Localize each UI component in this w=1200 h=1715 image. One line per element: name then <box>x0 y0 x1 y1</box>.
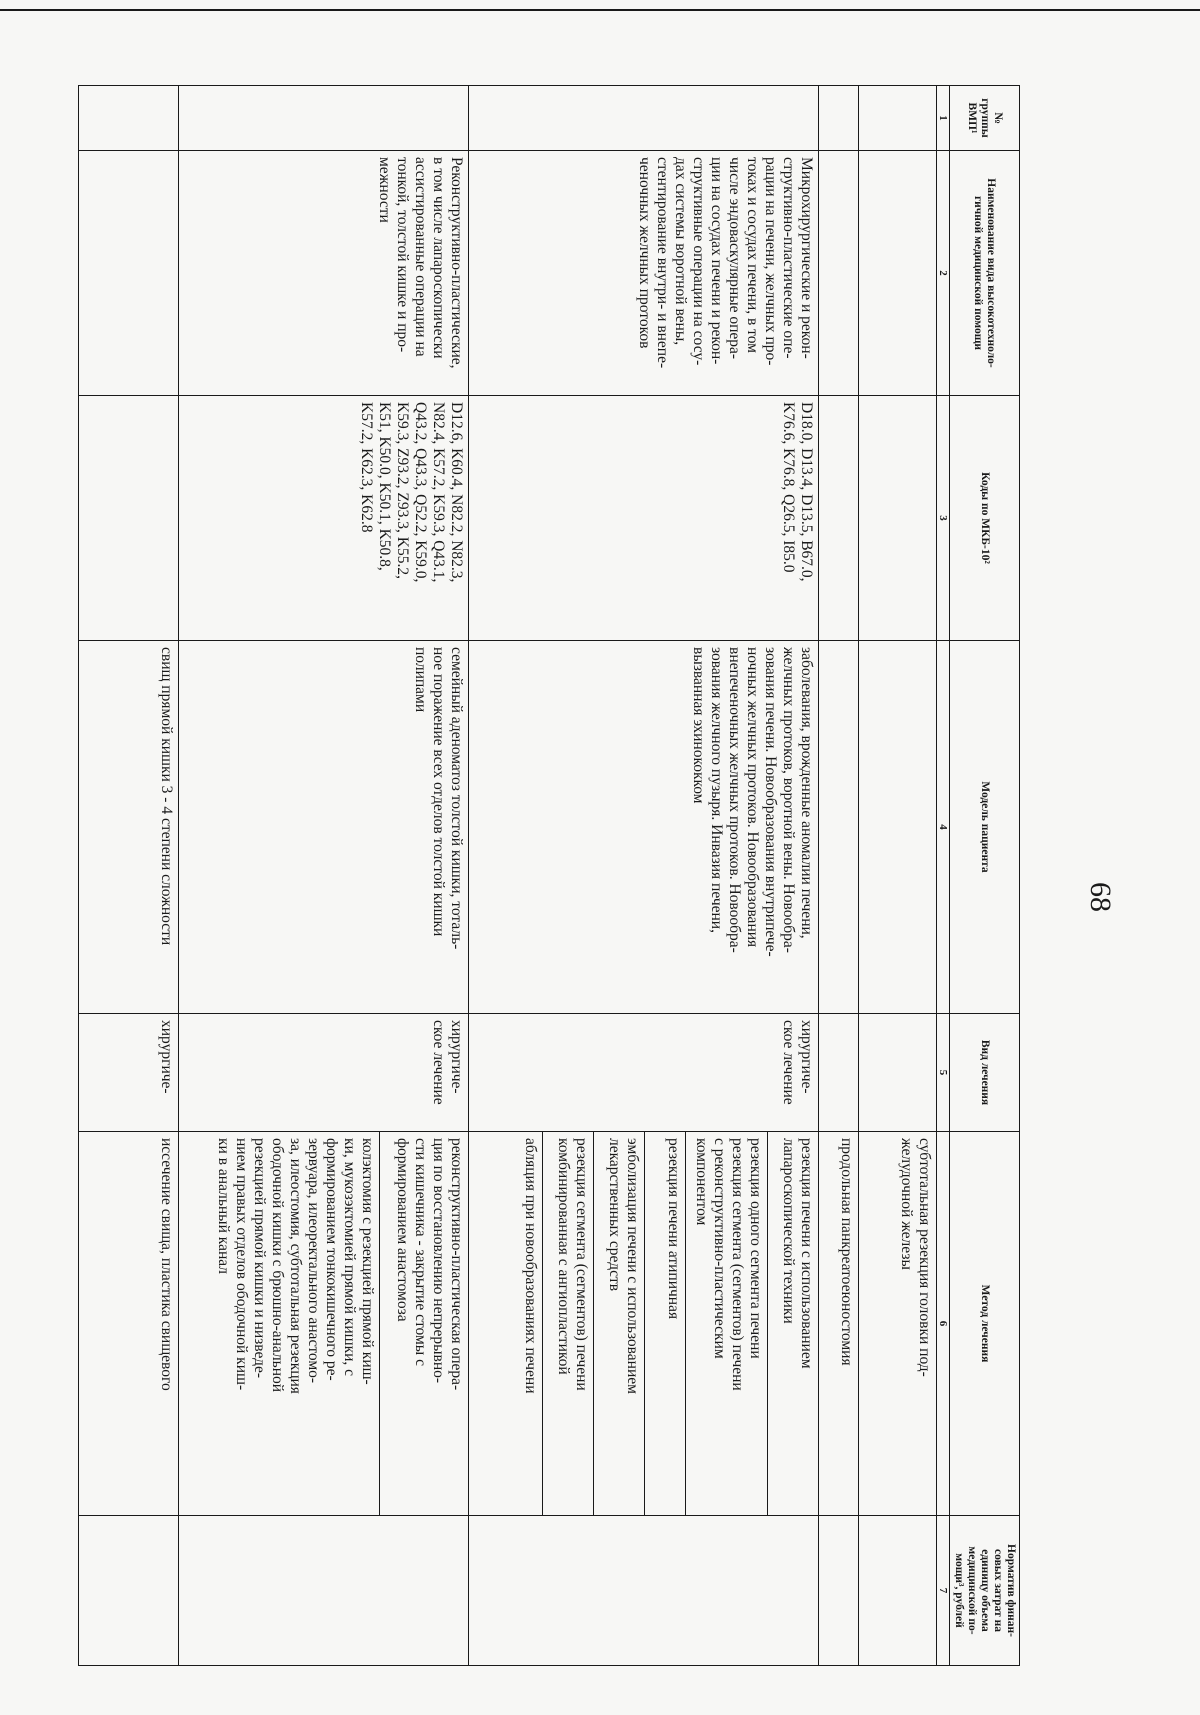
treatment-method-item: иссечение свища, пластика свищевого <box>158 1138 175 1391</box>
treatment-method-cell <box>859 1132 937 1516</box>
care-type-name-cell: Реконструктивно-пластические, в том числе лапароскопически ассистированные операции на тонкой, толстой кишке и про- межности <box>179 151 469 396</box>
patient-model-cell: заболевания, врожденные аномалии печени, желчных протоков, воротной вены. Новообра- зования печени. Новообразования внутрипече- ночных желчных протоков. Новообразования внепеченочных желчных протоков. Новообра- зования желчного пузыря. Инвазия печени, вызванная эхинококком <box>469 641 819 1014</box>
patient-model-cell <box>819 641 859 1014</box>
treatment-method-item: резекция одного сегмента печени резекция сегмента (сегментов) печени с реконструктивно-пластическим компонентом <box>685 1132 767 1515</box>
treatment-method-item: продольная панкреатоеюностомия <box>838 1138 855 1366</box>
column-number: 4 <box>937 641 950 1014</box>
treatment-method-item: реконструктивно-пластическая опера- ция по восстановлению непрерывно- сти кишечника - закрытие стомы с формированием анастомоза <box>379 1132 468 1515</box>
care-type-name-cell <box>859 151 937 396</box>
cost-cell <box>819 1516 859 1666</box>
column-number-row <box>937 86 950 1666</box>
treatment-type-cell <box>859 1014 937 1132</box>
table-row <box>79 86 179 1666</box>
patient-model-cell: семейный аденоматоз толстой кишки, тоталь- ное поражение всех отделов толстой кишки полипами <box>179 641 469 1014</box>
icd-codes-cell <box>859 396 937 641</box>
treatment-type-cell: хирургиче- ское лечение <box>179 1014 469 1132</box>
icd-codes-cell: D12.6, K60.4, N82.2, N82.3, N82.4, K57.2, K59.3, Q43.1, Q43.2, Q43.3, Q52.2, K59.0, K59.3, Z93.2, Z93.3, K55.2, K51, K50.0, K50.1, K50.8, K57.2, K62.3, K62.8 <box>179 396 469 641</box>
table-row <box>469 86 819 1666</box>
group-number-cell <box>819 86 859 151</box>
treatment-method-item: резекция сегмента (сегментов) печени комбинированная с ангиопластикой <box>542 1132 593 1515</box>
treatment-type-cell: хирургиче- ское лечение <box>469 1014 819 1132</box>
care-type-name-cell <box>79 151 179 396</box>
care-type-name-cell <box>819 151 859 396</box>
cost-cell <box>179 1516 469 1666</box>
group-number-cell <box>859 86 937 151</box>
table-row <box>819 86 859 1666</box>
column-number: 5 <box>937 1014 950 1132</box>
patient-model-cell <box>859 641 937 1014</box>
group-number-cell <box>179 86 469 151</box>
care-type-name-cell: Микрохирургические и рекон- структивно-пластические опе- рации на печени, желчных про- токах и сосудах печени, в том числе эндоваскулярные опера- ции на сосудах печени и рекон- структивные операции на сосу- дах системы воротной вены, стентирование внутри- и внепе- ченочных желчных протоков <box>469 151 819 396</box>
vmp-table <box>78 85 1020 1666</box>
icd-codes-cell: D18.0, D13.4, D13.5, B67.0, K76.6, K76.8, Q26.5, I85.0 <box>469 396 819 641</box>
treatment-type-cell: хирургиче- <box>79 1014 179 1132</box>
patient-model-cell: свищ прямой кишки 3 - 4 степени сложности <box>79 641 179 1014</box>
treatment-method-item: резекция печени атипичная <box>644 1132 685 1515</box>
cost-cell <box>79 1516 179 1666</box>
header-cost-standard: Норматив финан- совых затрат на единицу объема медицинской по- мощи³, рублей <box>950 1516 1020 1666</box>
column-number: 1 <box>937 86 950 151</box>
page-number: 68 <box>1084 882 1117 912</box>
column-number: 6 <box>937 1132 950 1516</box>
header-patient-model: Модель пациента <box>950 641 1020 1014</box>
column-number: 7 <box>937 1516 950 1666</box>
treatment-method-cell <box>179 1132 469 1516</box>
treatment-method-cell <box>469 1132 819 1516</box>
treatment-method-item: субтотальная резекция головки под- желудочной железы <box>898 1138 933 1377</box>
table-row <box>859 86 937 1666</box>
treatment-method-cell <box>819 1132 859 1516</box>
treatment-method-item: эмболизация печени с использованием лекарственных средств <box>593 1132 644 1515</box>
treatment-method-item: резекция печени с использованием лапароскопической техники <box>767 1132 818 1515</box>
column-number: 2 <box>937 151 950 396</box>
group-number-cell <box>79 86 179 151</box>
cost-cell <box>859 1516 937 1666</box>
header-treatment-method: Метод лечения <box>950 1132 1020 1516</box>
icd-codes-cell <box>79 396 179 641</box>
treatment-type-cell <box>819 1014 859 1132</box>
column-number: 3 <box>937 396 950 641</box>
treatment-method-item: колэктомия с резекцией прямой киш- ки, мукозэктомией прямой кишки, с формированием тонкокишечного ре- зервуара, илеоректального анастомо- за, илеостомия, субтотальная резекция ободочной кишки с брюшно-анальной резекцией прямой кишки и низведе- нием правых отделов ободочной киш- ки в анальный канал <box>215 1138 376 1394</box>
treatment-method-cell <box>79 1132 179 1516</box>
icd-codes-cell <box>819 396 859 641</box>
header-icd-codes: Коды по МКБ-10² <box>950 396 1020 641</box>
header-care-type-name: Наименование вида высокотехноло- гичной медицинской помощи <box>950 151 1020 396</box>
header-treatment-type: Вид лечения <box>950 1014 1020 1132</box>
header-group-number: № группы ВМП¹ <box>950 86 1020 151</box>
group-number-cell <box>469 86 819 151</box>
header-row <box>950 86 1020 1666</box>
rotated-table-sheet <box>80 85 1020 1665</box>
treatment-method-item: абляция при новообразованиях печени <box>522 1138 539 1394</box>
table-row <box>179 86 469 1666</box>
cost-cell <box>469 1516 819 1666</box>
top-border-line <box>0 9 1200 11</box>
